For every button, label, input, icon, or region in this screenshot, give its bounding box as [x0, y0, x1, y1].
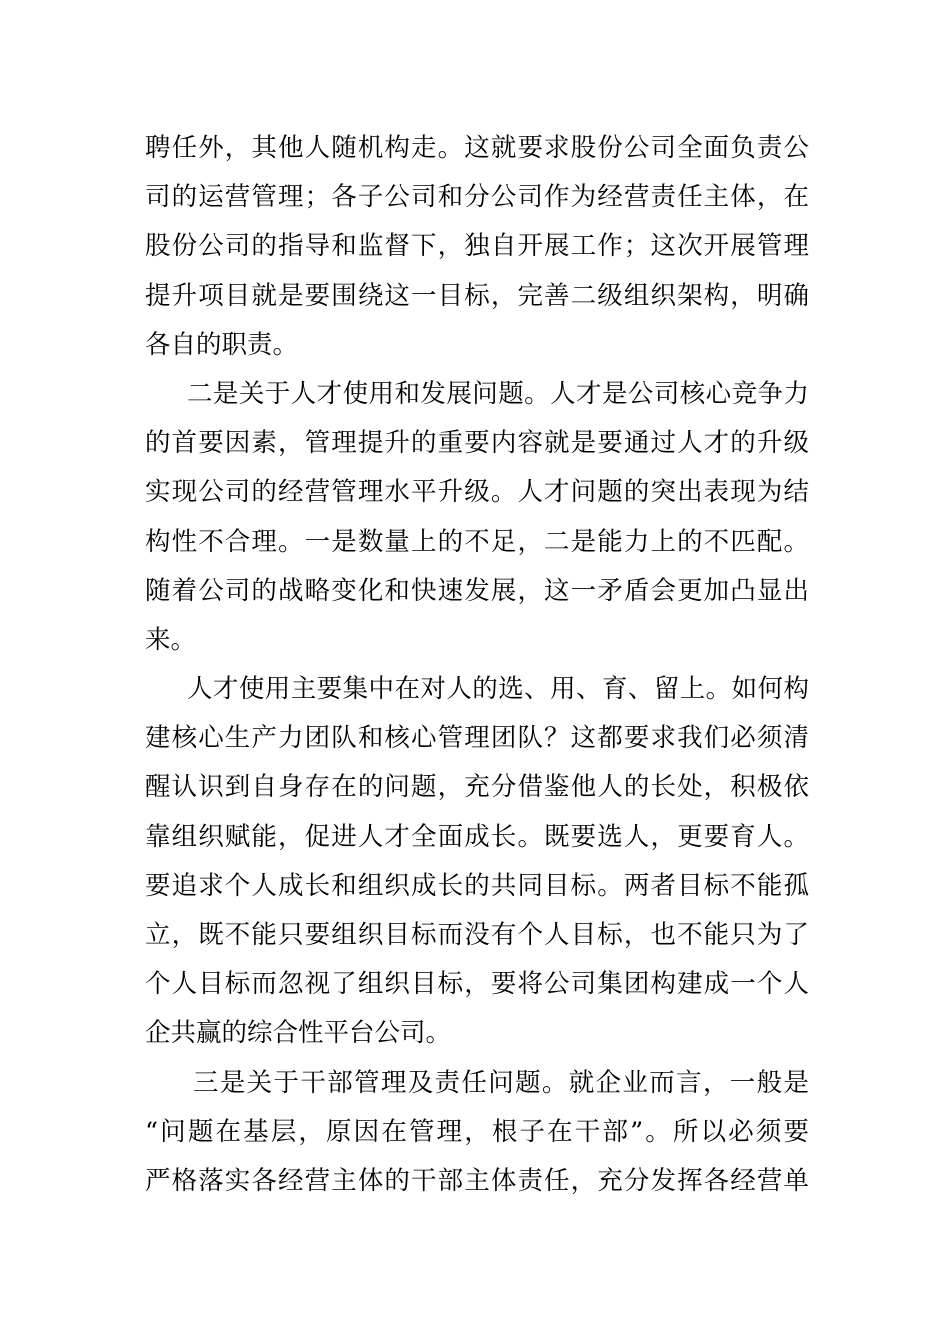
text-line: 三是关于干部管理及责任问题。就企业而言，一般是	[193, 1067, 809, 1098]
text-line: 提升项目就是要围绕这一目标，完善二级组织架构，明确	[145, 280, 809, 311]
text-line: 严格落实各经营主体的干部主体责任，充分发挥各经营单	[145, 1165, 809, 1196]
text-line: 股份公司的指导和监督下，独自开展工作；这次开展管理	[145, 231, 809, 262]
text-line: 来。	[145, 624, 197, 655]
text-line: 的首要因素，管理提升的重要内容就是要通过人才的升级	[145, 428, 809, 459]
text-line: 人才使用主要集中在对人的选、用、育、留上。如何构	[187, 674, 809, 705]
text-line: 各自的职责。	[145, 329, 299, 360]
text-line: 立，既不能只要组织目标而没有个人目标，也不能只为了	[145, 920, 809, 950]
text-line: 二是关于人才使用和发展问题。人才是公司核心竞争力	[187, 378, 809, 409]
text-line: 靠组织赋能，促进人才全面成长。既要选人，更要育人。	[145, 821, 809, 852]
text-line: 企共赢的综合性平台公司。	[145, 1018, 452, 1049]
text-line: 实现公司的经营管理水平升级。人才问题的突出表现为结	[145, 477, 809, 508]
body-text	[145, 124, 809, 1206]
text-line: 醒认识到自身存在的问题，充分借鉴他人的长处，积极依	[145, 772, 809, 803]
text-line: 建核心生产力团队和核心管理团队？这都要求我们必须清	[145, 723, 809, 754]
text-line: 聘任外，其他人随机构走。这就要求股份公司全面负责公	[145, 133, 809, 163]
text-line: “问题在基层，原因在管理，根子在干部”。所以必须要	[145, 1116, 809, 1147]
text-line: 随着公司的战略变化和快速发展，这一矛盾会更加凸显出	[145, 575, 809, 606]
text-line: 要追求个人成长和组织成长的共同目标。两者目标不能孤	[145, 870, 809, 901]
text-line: 司的运营管理；各子公司和分公司作为经营责任主体，在	[145, 182, 809, 213]
text-line: 个人目标而忽视了组织目标，要将公司集团构建成一个人	[145, 969, 809, 1000]
text-line: 构性不合理。一是数量上的不足，二是能力上的不匹配。	[145, 526, 809, 557]
